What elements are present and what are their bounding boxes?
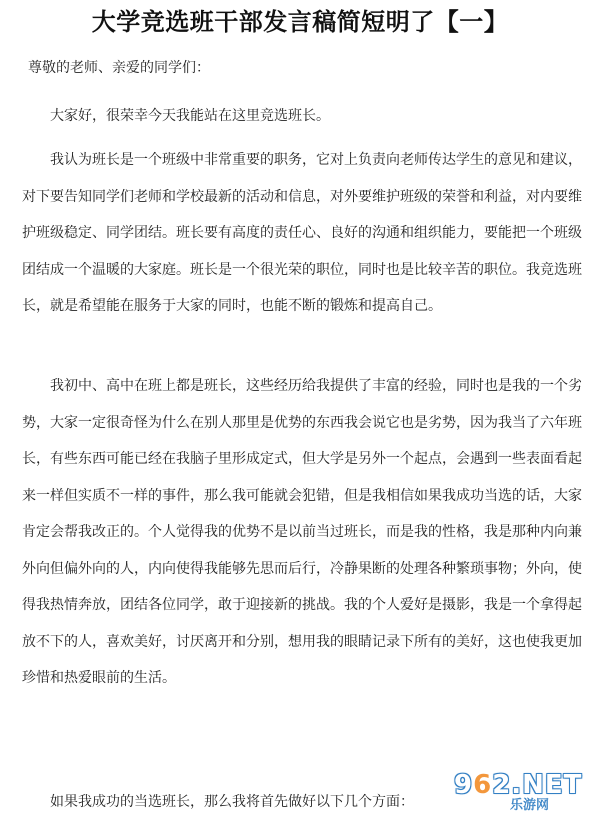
paragraph-3 (22, 368, 582, 697)
paragraph-line: 长，有些东西可能已经在我脑子里形成定式，但大学是另外一个起点，会遇到一些表面看起 (22, 451, 582, 467)
watermark-site-name: 乐游网 (510, 798, 550, 813)
salutation: 尊敬的老师、亲爱的同学们： (28, 60, 210, 76)
document-title: 大学竞选班干部发言稿简短明了【一】 (91, 8, 509, 36)
paragraph-line: 外向但偏外向的人，内向使得我能够先思而后行，冷静果断的处理各种繁琐事物；外向，使 (22, 560, 582, 577)
paragraph-1 (22, 98, 582, 135)
paragraph-line: 护班级稳定、同学团结。班长要有高度的责任心、良好的沟通和组织能力，要能把一个班级 (22, 225, 582, 241)
paragraph-line: 我初中、高中在班上都是班长，这些经历给我提供了丰富的经验，同时也是我的一个劣 (50, 378, 582, 394)
watermark-domain (454, 770, 594, 800)
paragraph-line: 来一样但实质不一样的事件，那么我可能就会犯错，但是我相信如果我成功当选的话，大家 (22, 487, 582, 504)
paragraph-line: 珍惜和热爱眼前的生活。 (22, 670, 176, 686)
watermark-domain-accent: 6 (473, 770, 493, 800)
paragraph-line: 势，大家一定很奇怪为什么在别人那里是优势的东西我会说它也是劣势，因为我当了六年班 (22, 414, 582, 431)
watermark-domain-prefix: 9 (454, 770, 474, 800)
paragraph-line: 肯定会帮我改正的。个人觉得我的优势不是以前当过班长，而是我的性格，我是那种内向兼 (22, 524, 582, 540)
site-watermark-logo (454, 770, 594, 816)
paragraph-line: 得我热情奔放，团结各位同学，敢于迎接新的挑战。我的个人爱好是摄影，我是一个拿得起 (22, 597, 582, 613)
paragraph-line: 放不下的人，喜欢美好，讨厌离开和分别，想用我的眼睛记录下所有的美好，这也使我更加 (22, 633, 582, 650)
paragraph-line: 长，就是希望能在服务于大家的同时，也能不断的锻炼和提高自己。 (22, 298, 442, 314)
paragraph-line: 团结成一个温暖的大家庭。班长是一个很光荣的职位，同时也是比较辛苦的职位。我竞选班 (22, 261, 582, 278)
watermark-domain-suffix: 2.NET (492, 770, 583, 800)
paragraph-line: 我认为班长是一个班级中非常重要的职务，它对上负责向老师传达学生的意见和建议， (50, 152, 582, 168)
paragraph-line: 对下要告知同学们老师和学校最新的活动和信息，对外要维护班级的荣誉和利益，对内要维 (22, 188, 582, 205)
paragraph-2 (22, 142, 582, 325)
paragraph-line: 大家好，很荣幸今天我能站在这里竞选班长。 (50, 108, 330, 124)
paragraph-line: 如果我成功的当选班长，那么我将首先做好以下几个方面： (50, 794, 414, 810)
